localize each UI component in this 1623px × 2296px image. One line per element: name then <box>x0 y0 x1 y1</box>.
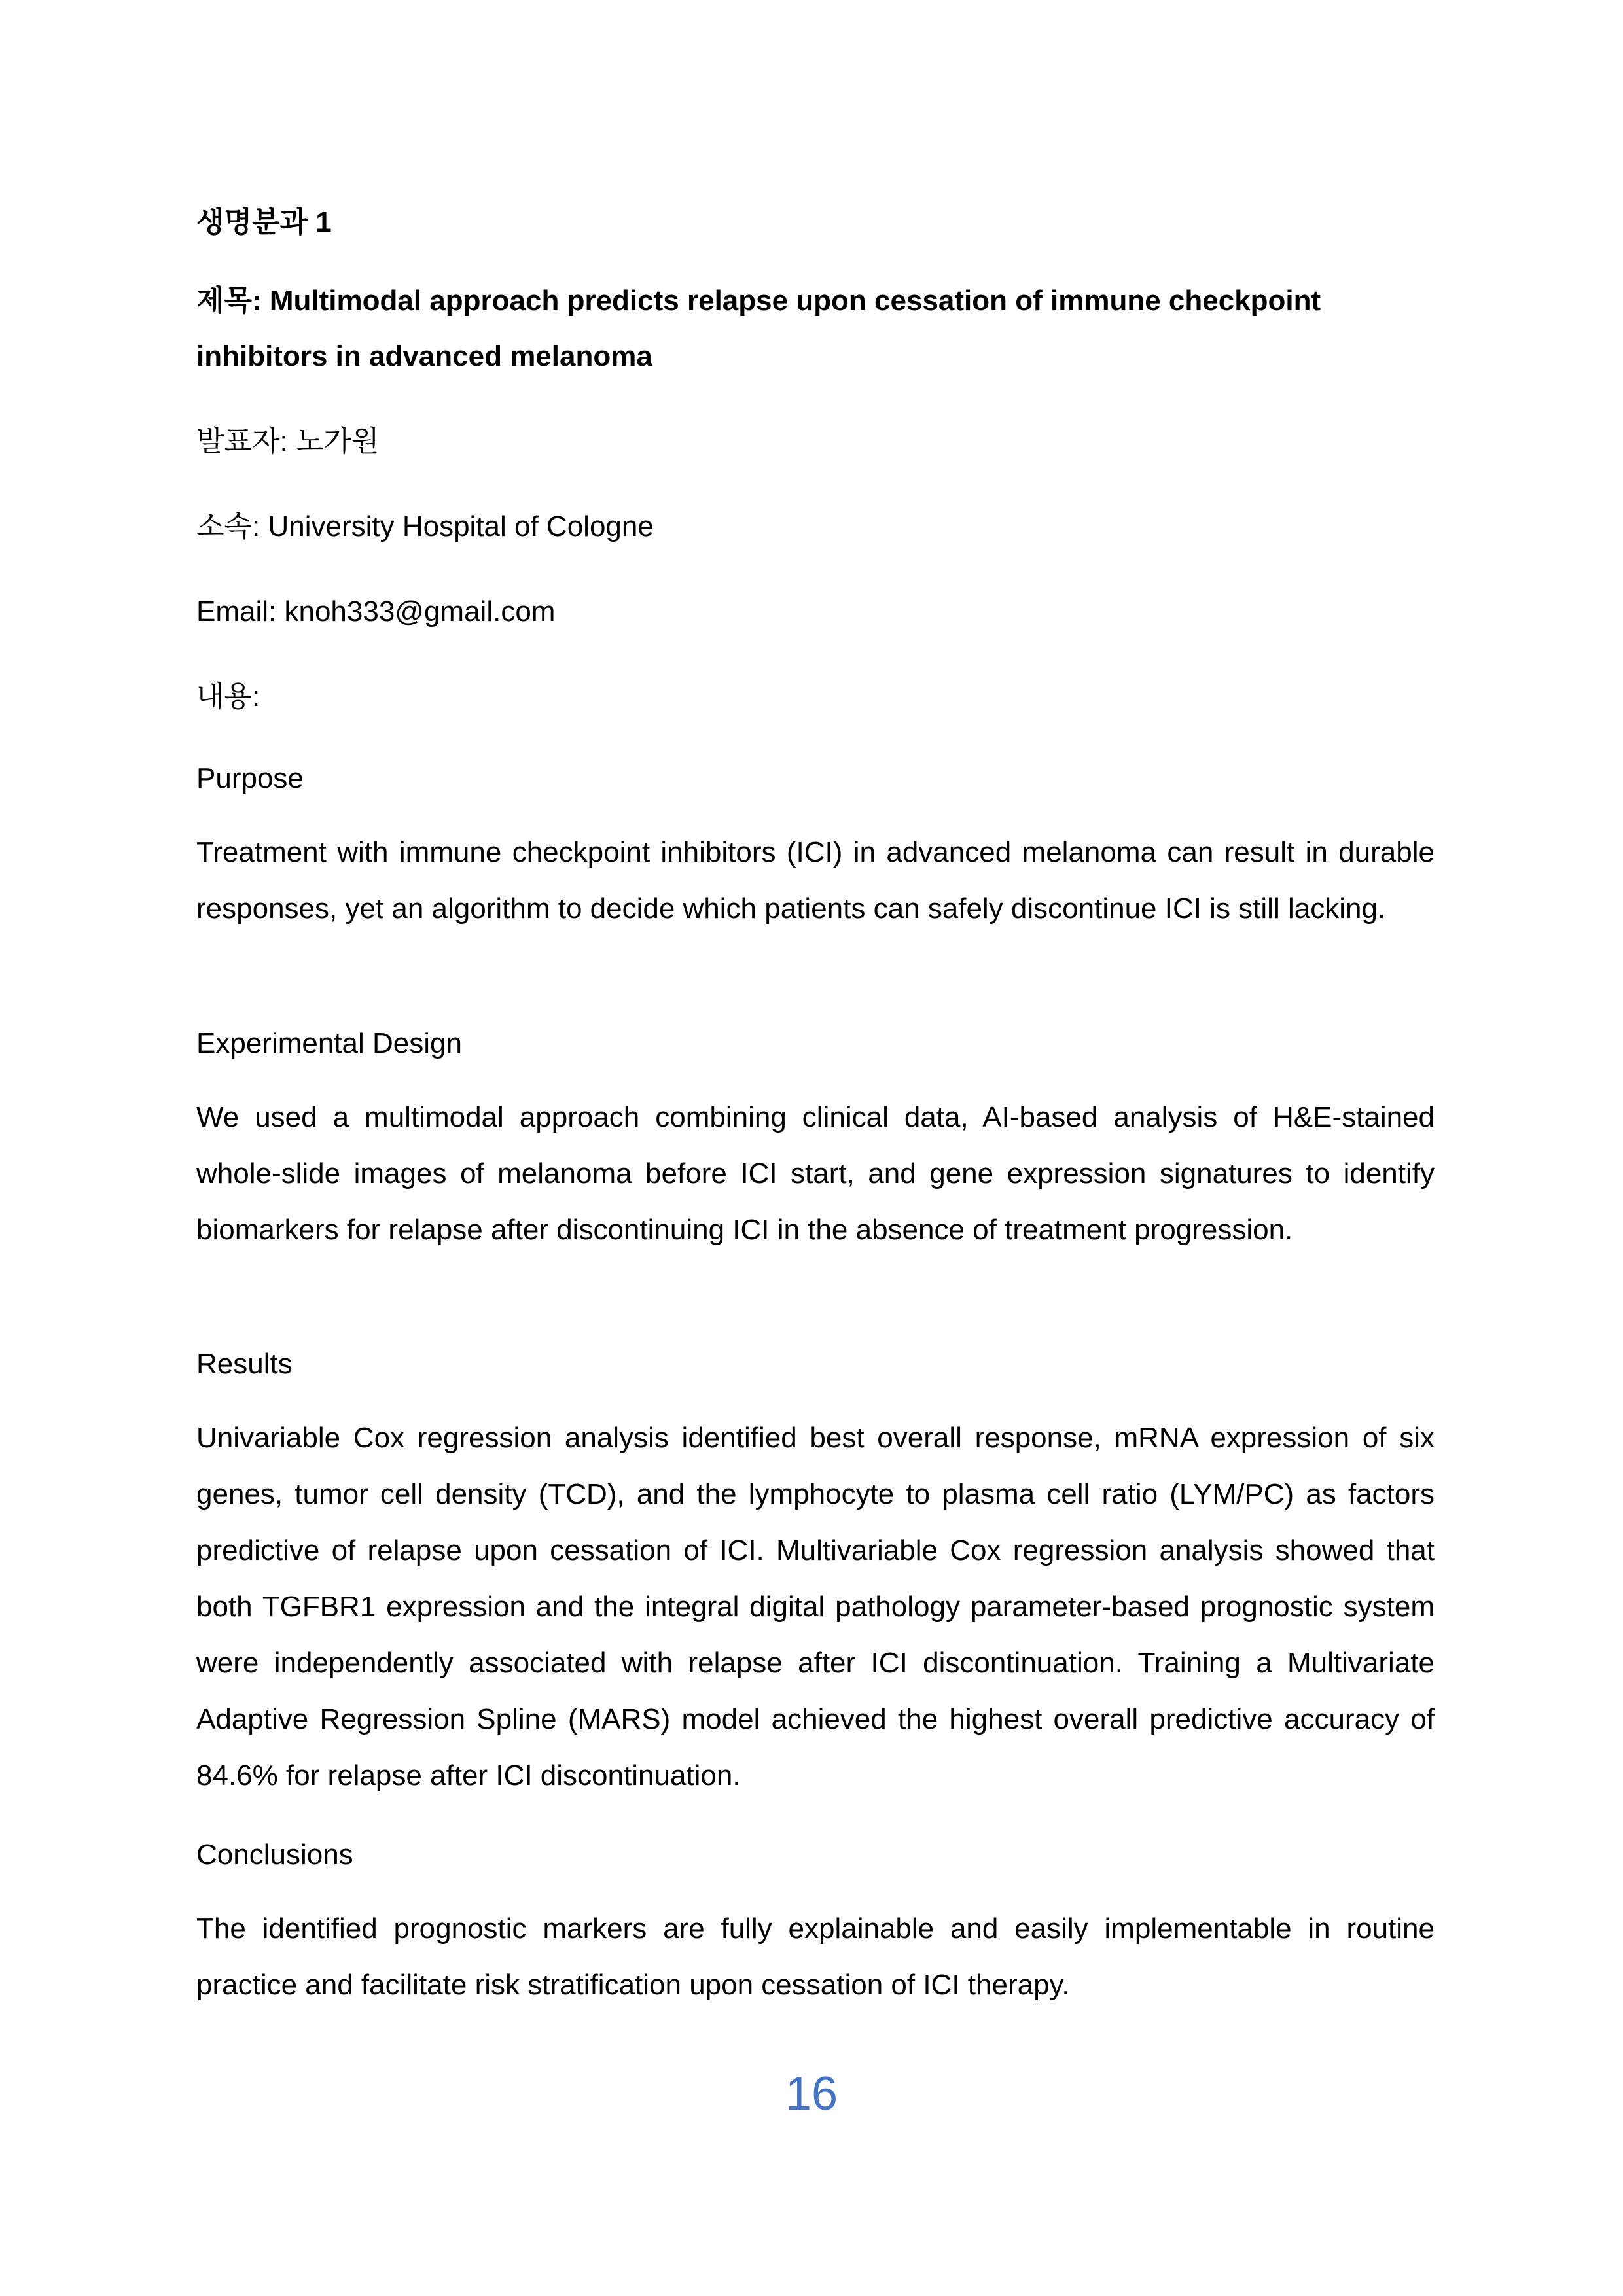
title-line-2: inhibitors in advanced melanoma <box>196 340 652 372</box>
presenter: 발표자: 노가원 <box>196 425 380 457</box>
section-body-results: Univariable Cox regression analysis identified best overall response, mRNA expression of six genes, tumor cell density (TCD), and the lymphocyte to plasma cell ratio (LYM/PC) as factors predictive of relapse upon cessation of ICI. Multivariable Cox regression analysis showed that both TGFBR1 expression and the integral digital pathology parameter-based prognostic system were independently associated with relapse after ICI discontinuation. Training a Multivariate Adaptive Regression Spline (MARS) model achieved the highest overall predictive accuracy of 84.6% for relapse after ICI discontinuation. <box>196 1422 1435 1792</box>
section-heading-conclusions: Conclusions <box>196 1839 353 1871</box>
affiliation: 소속: University Hospital of Cologne <box>196 510 654 542</box>
section-heading-purpose: Purpose <box>196 762 304 794</box>
section-heading-results: Results <box>196 1348 293 1380</box>
section-body-purpose: Treatment with immune checkpoint inhibitors (ICI) in advanced melanoma can result in durable responses, yet an algorithm to decide which patients can safely discontinue ICI is still lacking. <box>196 836 1435 925</box>
page-number: 16 <box>785 2068 838 2120</box>
section-body-experimental-design: We used a multimodal approach combining clinical data, AI-based analysis of H&E-stained whole-slide images of melanoma before ICI start, and gene expression signatures to identify biomarkers for relapse after discontinuing ICI in the absence of treatment progression. <box>196 1101 1435 1246</box>
section-body-conclusions: The identified prognostic markers are fully explainable and easily implementable in routine practice and facilitate risk stratification upon cessation of ICI therapy. <box>196 1913 1435 2001</box>
session-label: 생명분과 1 <box>196 206 332 238</box>
content-label: 내용: <box>196 680 260 713</box>
title-line-1: 제목: Multimodal approach predicts relapse upon cessation of immune checkpoint <box>196 285 1321 317</box>
section-heading-experimental-design: Experimental Design <box>196 1027 462 1059</box>
email: Email: knoh333@gmail.com <box>196 595 556 627</box>
